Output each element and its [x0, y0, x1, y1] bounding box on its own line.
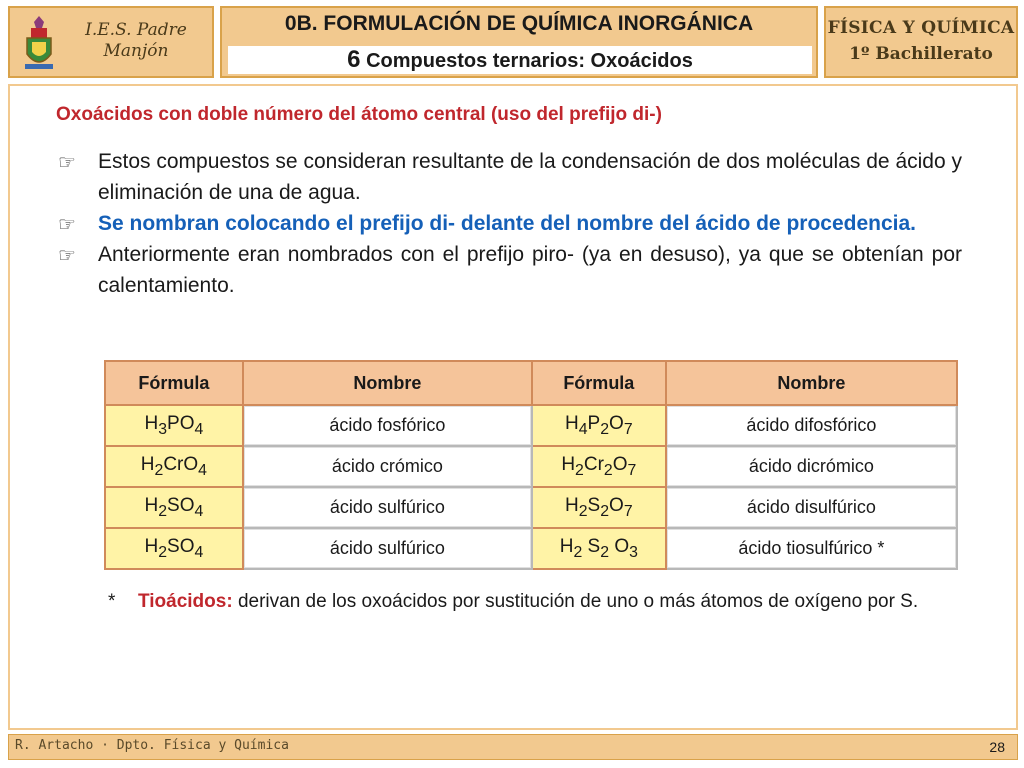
- acids-table: [104, 360, 958, 570]
- formula-cell: $H_3PO_4$: [105, 405, 243, 446]
- column-header: Fórmula: [105, 361, 243, 405]
- column-header: Fórmula: [532, 361, 666, 405]
- name-cell: ácido fosfórico: [243, 405, 532, 446]
- section-heading: Oxoácidos con doble número del átomo central (uso del prefijo di-): [56, 104, 662, 125]
- subject-name: FÍSICA Y QUÍMICA: [827, 18, 1015, 38]
- bullet-text: Estos compuestos se consideran resultante de la condensación de dos moléculas de ácido y eliminación de una de agua.: [98, 150, 962, 204]
- formula-cell: $H_2CrO_4$: [105, 446, 243, 487]
- footnote-text: [108, 588, 960, 616]
- name-cell: ácido sulfúrico: [243, 528, 532, 569]
- formula-cell: $H_2SO_4$: [105, 487, 243, 528]
- bullet-item: [56, 146, 962, 208]
- school-name-line1: I.E.S. Padre: [85, 20, 187, 40]
- bullet-text: Anteriormente eran nombrados con el prefijo piro- (ya en desuso), ya que se obtenían por calentamiento.: [98, 243, 962, 297]
- formula-cell: $H_2SO_4$: [105, 528, 243, 569]
- name-cell: ácido dicrómico: [666, 446, 957, 487]
- pointing-hand-icon: ☞: [58, 152, 76, 174]
- footnote-term: Tioácidos:: [138, 591, 233, 612]
- footer: [8, 734, 1018, 760]
- footnote-marker: *: [108, 591, 116, 612]
- name-cell: ácido tiosulfúrico *: [666, 528, 957, 569]
- course-level: 1º Bachillerato: [849, 44, 993, 64]
- school-crest-icon: [22, 14, 56, 72]
- page-number: 28: [989, 739, 1005, 755]
- name-cell: ácido disulfúrico: [666, 487, 957, 528]
- subject-box: [824, 6, 1018, 78]
- formula-cell: $H_4P_2O_7$: [532, 405, 666, 446]
- bullet-item: [56, 239, 962, 301]
- table-row: [105, 446, 957, 487]
- bullet-list: [56, 146, 962, 301]
- bullet-text: Se nombran colocando el prefijo di- delante del nombre del ácido de procedencia.: [98, 212, 916, 235]
- footer-credit: R. Artacho · Dpto. Física y Química: [15, 738, 289, 753]
- table-row: [105, 487, 957, 528]
- formula-cell: $H_2Cr_2O_7$: [532, 446, 666, 487]
- column-header: Nombre: [666, 361, 957, 405]
- column-header: Nombre: [243, 361, 532, 405]
- table-header-row: [105, 361, 957, 405]
- formula-cell: $H_2S_2O_7$: [532, 487, 666, 528]
- formula-cell: $H_2$ $S_2$ $O_3$: [532, 528, 666, 569]
- bullet-item-highlight: [56, 208, 962, 239]
- school-name-line2: Manjón: [103, 41, 169, 61]
- table-row: [105, 528, 957, 569]
- school-name: [66, 20, 206, 62]
- footnote: [108, 588, 960, 616]
- table-row: [105, 405, 957, 446]
- name-cell: ácido crómico: [243, 446, 532, 487]
- name-cell: ácido sulfúrico: [243, 487, 532, 528]
- title-box: [220, 6, 818, 78]
- unit-title: 0B. FORMULACIÓN DE QUÍMICA INORGÁNICA: [284, 12, 754, 35]
- pointing-hand-icon: ☞: [58, 245, 76, 267]
- name-cell: ácido difosfórico: [666, 405, 957, 446]
- school-logo-box: [8, 6, 214, 78]
- section-title-text: Compuestos ternarios: Oxoácidos: [366, 50, 693, 72]
- footnote-body: derivan de los oxoácidos por sustitución de uno o más átomos de oxígeno por S.: [232, 591, 919, 612]
- pointing-hand-icon: ☞: [58, 214, 76, 236]
- section-number: 6: [347, 46, 361, 73]
- section-title: [228, 46, 812, 74]
- header: [8, 6, 1018, 78]
